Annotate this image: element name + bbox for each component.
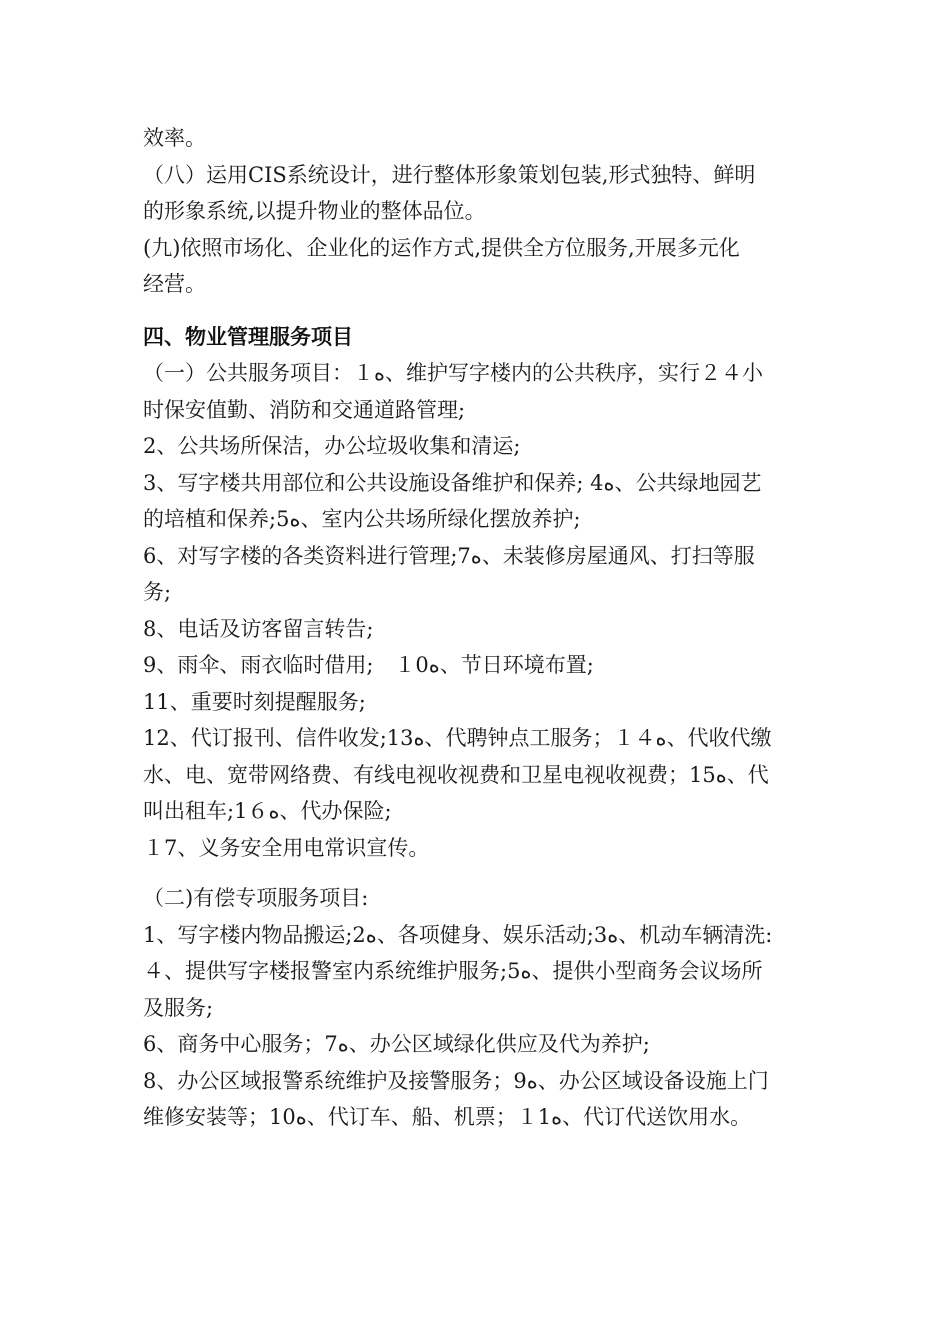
text-line: 3、写字楼共用部位和公共设施设备维护和保养; 4ﻩ、公共绿地园艺 — [143, 470, 762, 495]
text-line: （一）公共服务项目：１ﻩ、维护写字楼内的公共秩序，实行２４小 — [143, 361, 764, 385]
text-line: 叫出租车;1６ﻩ、代办保险; — [143, 799, 392, 823]
text-line: （八）运用CIS系统设计，进行整体形象策划包装,形式独特、鲜明 — [143, 162, 756, 187]
text-line: 水、电、宽带网络费、有线电视收视费和卫星电视收视费；15ﻩ、代 — [143, 762, 769, 787]
text-line: １7、义务安全用电常识宣传。 — [143, 835, 430, 860]
paid-services-section — [143, 880, 818, 1136]
text-line: 1、写字楼内物品搬运;2ﻩ、各项健身、娱乐活动;3ﻩ、机动车辆清洗: — [143, 922, 773, 947]
text-line: 经营。 — [143, 272, 206, 296]
text-line: 6、商务中心服务；7ﻩ、办公区域绿化供应及代为养护; — [143, 1032, 650, 1056]
text-line: 2、公共场所保洁，办公垃圾收集和清运; — [143, 434, 521, 458]
text-line: 12、代订报刊、信件收发;13ﻩ、代聘钟点工服务；１４ﻩ、代收代缴 — [143, 726, 772, 750]
section-spacer — [143, 303, 818, 319]
section-spacer — [143, 866, 818, 880]
document-body — [143, 120, 818, 1136]
text-line: 及服务; — [143, 995, 214, 1020]
text-line: 务; — [143, 580, 172, 604]
section-heading: 四、物业管理服务项目 — [143, 324, 353, 349]
text-line: 8、办公区域报警系统维护及接警服务；9ﻩ、办公区域设备设施上门 — [143, 1068, 769, 1093]
public-services-section — [143, 355, 818, 866]
text-line: ４、提供写字楼报警室内系统维护服务;5ﻩ、提供小型商务会议场所 — [143, 959, 763, 983]
text-line: （二)有偿专项服务项目: — [143, 886, 369, 910]
text-line: (九)依照市场化、企业化的运作方式,提供全方位服务,开展多元化 — [143, 235, 740, 260]
text-line: 效率。 — [143, 126, 206, 150]
text-line: 维修安装等；10ﻩ、代订车、船、机票；１1ﻩ、代订代送饮用水。 — [143, 1105, 752, 1129]
text-line: 11、重要时刻提醒服务; — [143, 689, 366, 714]
text-line: 的形象系统,以提升物业的整体品位。 — [143, 199, 486, 223]
intro-section — [143, 120, 818, 303]
text-line: 6、对写字楼的各类资料进行管理;7ﻩ、未装修房屋通风、打扫等服 — [143, 543, 755, 568]
text-line: 的培植和保养;5ﻩ、室内公共场所绿化摆放养护; — [143, 507, 581, 531]
text-line: 8、电话及访客留言转告; — [143, 616, 374, 641]
text-line: 时保安值勤、消防和交通道路管理; — [143, 397, 466, 422]
text-line: 9、雨伞、雨衣临时借用; １0ﻩ、节日环境布置; — [143, 653, 594, 677]
